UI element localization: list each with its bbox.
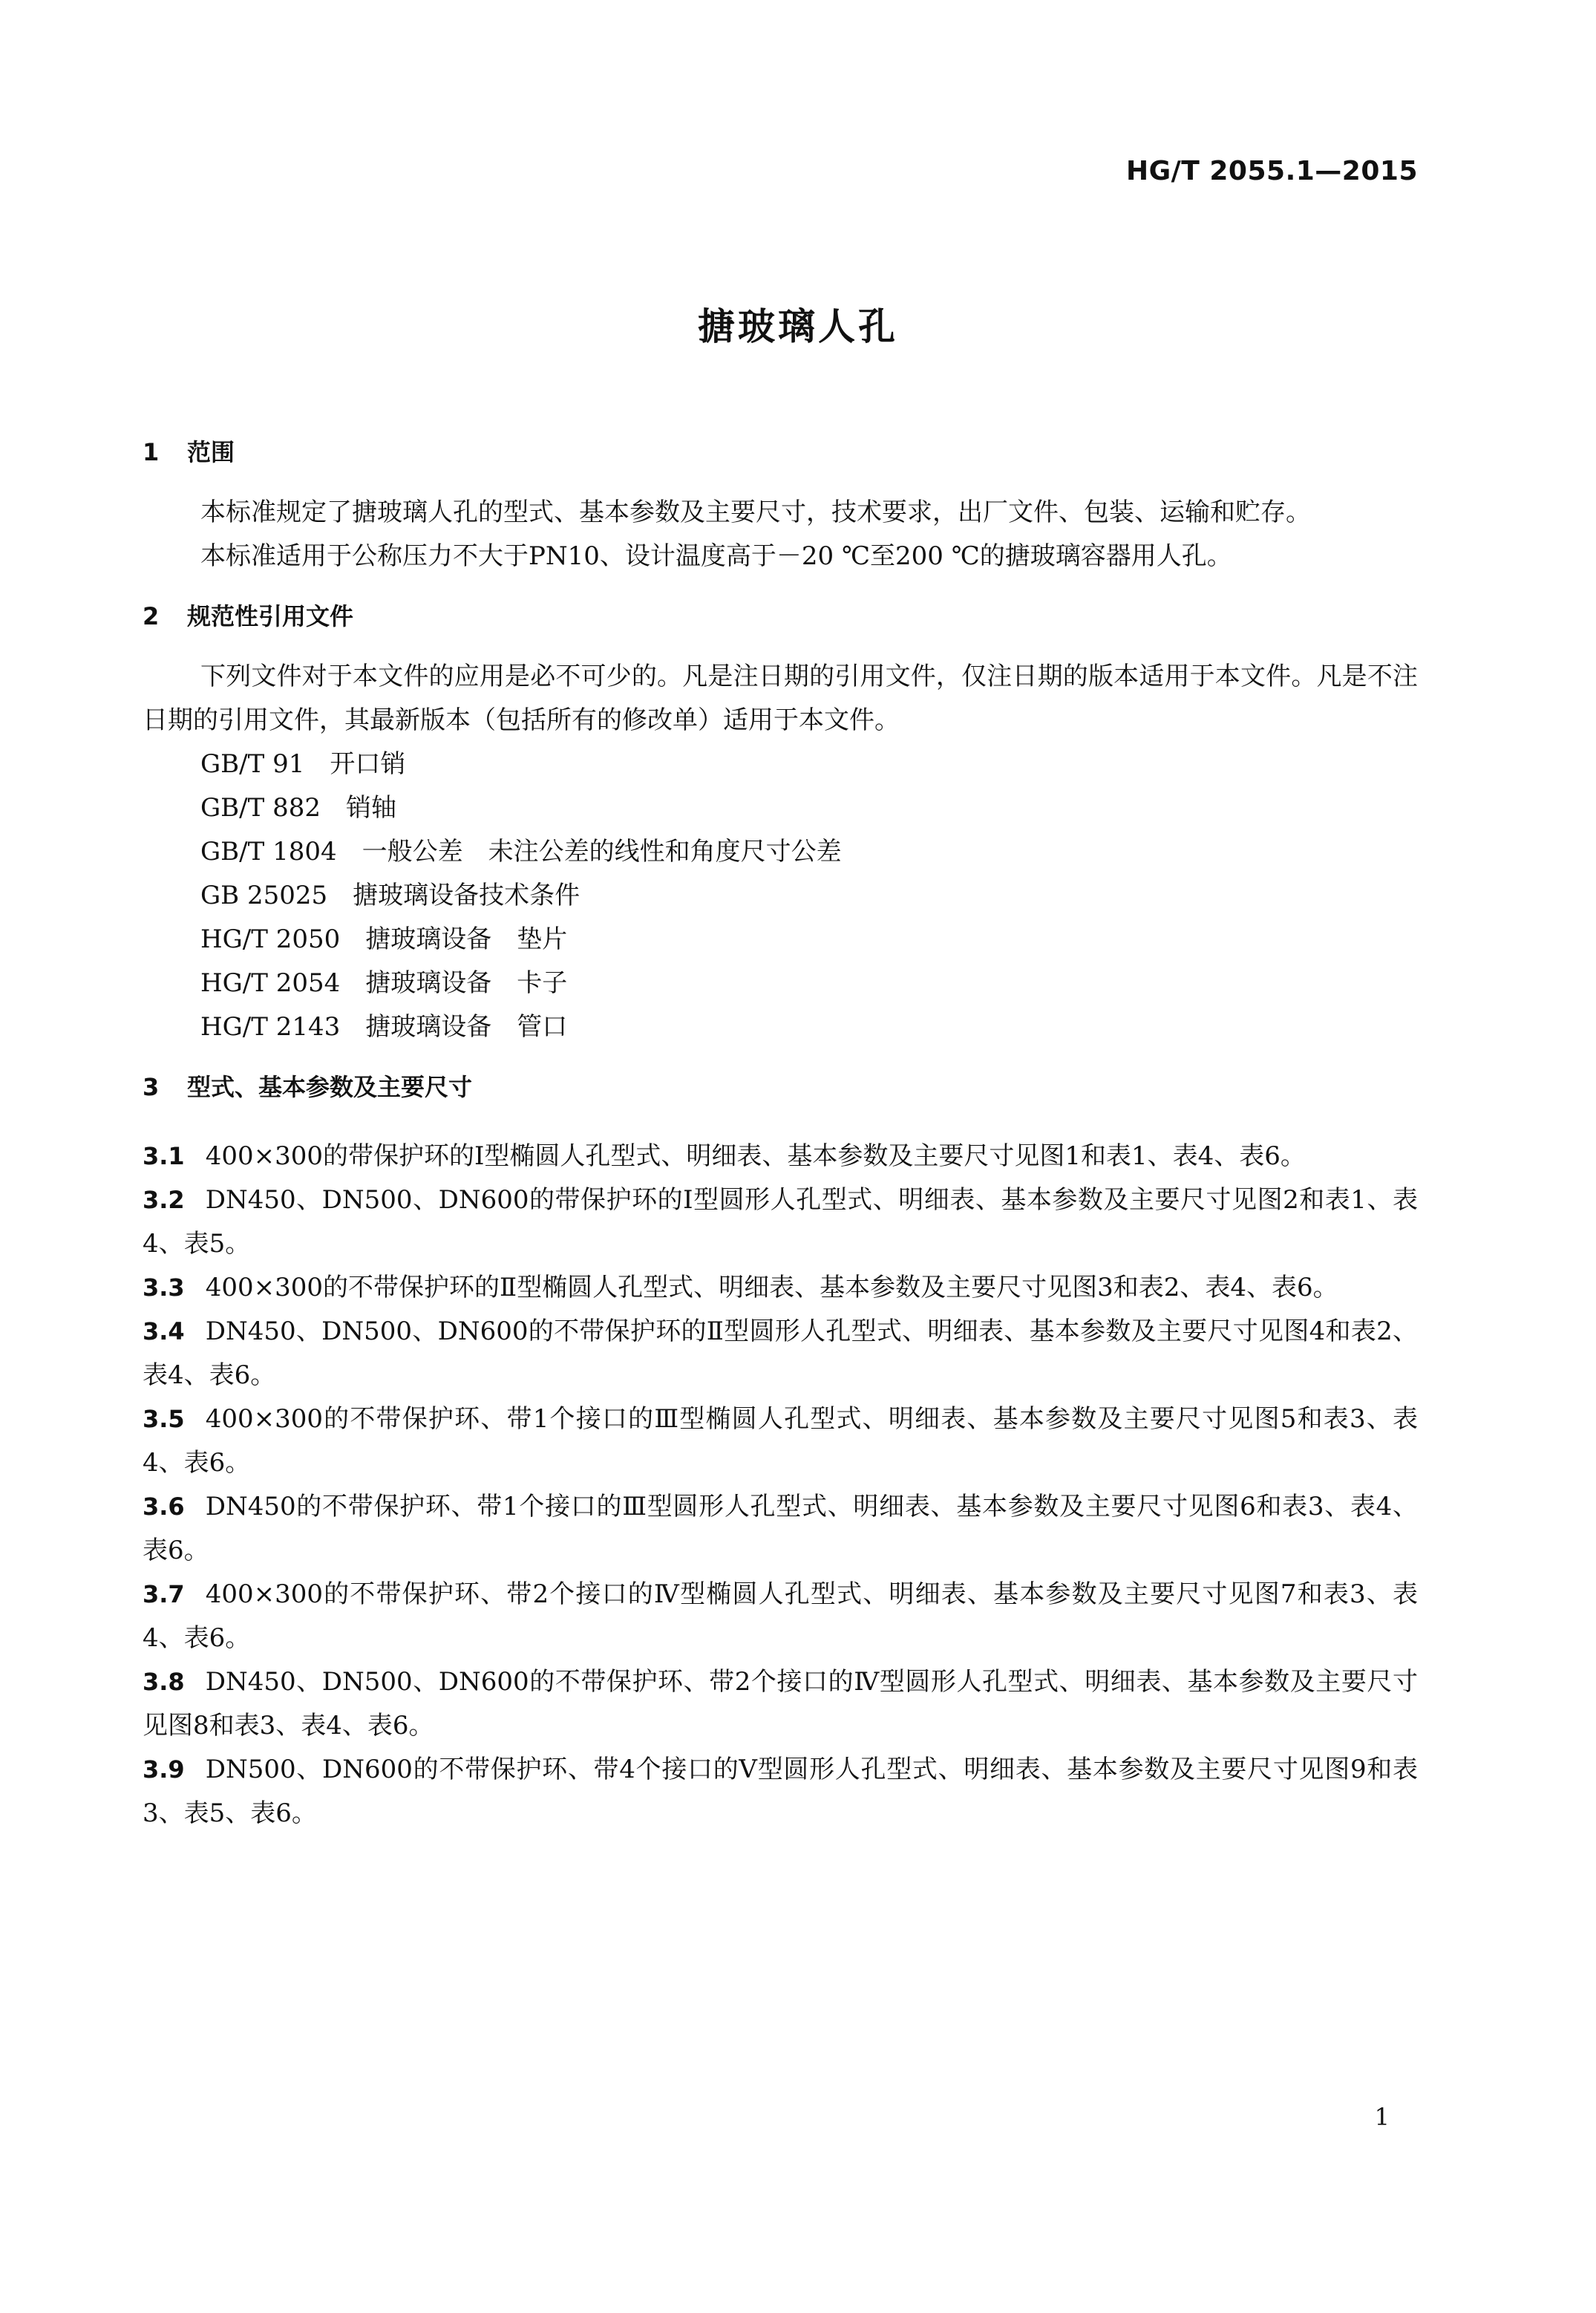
reference-title: 开口销 (330, 749, 406, 779)
clause (143, 1397, 1418, 1485)
document-body (143, 431, 1418, 1836)
clause (143, 1135, 1418, 1178)
standard-number: HG/T 2055.1—2015 (1125, 156, 1418, 186)
section-1-heading (143, 431, 1418, 474)
clause (143, 1660, 1418, 1748)
reference-code: HG/T 2050 (200, 924, 341, 954)
clause (143, 1178, 1418, 1266)
reference-item (143, 874, 1418, 918)
document-title: 搪玻璃人孔 (698, 305, 898, 348)
section-number: 1 (143, 438, 160, 466)
section-title: 型式、基本参数及主要尺寸 (187, 1073, 473, 1101)
reference-item (143, 1005, 1418, 1049)
reference-item (143, 962, 1418, 1005)
section-2-heading (143, 595, 1418, 639)
clause (143, 1310, 1418, 1397)
reference-item (143, 786, 1418, 830)
reference-title: 一般公差 未注公差的线性和角度尺寸公差 (362, 837, 842, 867)
reference-code: GB/T 1804 (200, 837, 337, 867)
clause-text: DN450的不带保护环、带1个接口的Ⅲ型圆形人孔型式、明细表、基本参数及主要尺寸见图6和表3、表4、表6。 (143, 1492, 1418, 1565)
clause-text: DN450、DN500、DN600的带保护环的Ⅰ型圆形人孔型式、明细表、基本参数及主要尺寸见图2和表1、表4、表5。 (143, 1185, 1418, 1259)
reference-code: HG/T 2143 (200, 1012, 341, 1042)
reference-code: GB/T 882 (200, 793, 321, 823)
clause-number: 3.8 (143, 1668, 185, 1696)
section-title: 规范性引用文件 (187, 602, 354, 630)
reference-item (143, 830, 1418, 874)
page-number: 1 (1374, 2103, 1390, 2131)
clause-number: 3.9 (143, 1755, 185, 1784)
reference-title: 销轴 (345, 793, 396, 823)
clause-number: 3.6 (143, 1492, 185, 1521)
clause-text: 400×300的不带保护环、带2个接口的Ⅳ型椭圆人孔型式、明细表、基本参数及主要尺寸见图7和表3、表4、表6。 (143, 1579, 1418, 1653)
section-title: 范围 (187, 438, 235, 466)
reference-item (143, 743, 1418, 786)
section-number: 2 (143, 602, 160, 630)
paragraph: 本标准规定了搪玻璃人孔的型式、基本参数及主要尺寸，技术要求，出厂文件、包装、运输和贮存。 (200, 497, 1311, 527)
clause (143, 1485, 1418, 1573)
clause-text: 400×300的不带保护环的Ⅱ型椭圆人孔型式、明细表、基本参数及主要尺寸见图3和表2、表4、表6。 (205, 1273, 1338, 1302)
section-number: 3 (143, 1073, 160, 1101)
clause (143, 1748, 1418, 1836)
clause-number: 3.1 (143, 1142, 185, 1170)
clause (143, 1266, 1418, 1310)
reference-title: 搪玻璃设备 管口 (365, 1012, 568, 1042)
reference-code: GB 25025 (200, 881, 328, 910)
clause-number: 3.7 (143, 1580, 185, 1608)
section-3-heading (143, 1066, 1418, 1109)
clause-number: 3.3 (143, 1273, 185, 1302)
clause-number: 3.4 (143, 1317, 185, 1345)
clause-text: 400×300的不带保护环、带1个接口的Ⅲ型椭圆人孔型式、明细表、基本参数及主要尺寸见图5和表3、表4、表6。 (143, 1404, 1418, 1478)
clause (143, 1573, 1418, 1660)
clause-number: 3.2 (143, 1186, 185, 1214)
reference-title: 搪玻璃设备技术条件 (353, 881, 580, 910)
paragraph: 本标准适用于公称压力不大于PN10、设计温度高于－20 ℃至200 ℃的搪玻璃容器用人孔。 (200, 541, 1232, 571)
reference-code: HG/T 2054 (200, 968, 341, 998)
clause-text: 400×300的带保护环的Ⅰ型椭圆人孔型式、明细表、基本参数及主要尺寸见图1和表1、表4、表6。 (205, 1141, 1306, 1171)
clause-text: DN450、DN500、DN600的不带保护环、带2个接口的Ⅳ型圆形人孔型式、明细表、基本参数及主要尺寸见图8和表3、表4、表6。 (143, 1667, 1418, 1741)
reference-code: GB/T 91 (200, 749, 305, 779)
reference-title: 搪玻璃设备 卡子 (365, 968, 568, 998)
clause-number: 3.5 (143, 1405, 185, 1433)
reference-item (143, 918, 1418, 962)
reference-title: 搪玻璃设备 垫片 (365, 924, 568, 954)
clause-text: DN450、DN500、DN600的不带保护环的Ⅱ型圆形人孔型式、明细表、基本参数及主要尺寸见图4和表2、表4、表6。 (143, 1317, 1418, 1390)
paragraph: 下列文件对于本文件的应用是必不可少的。凡是注日期的引用文件，仅注日期的版本适用于本文件。凡是不注日期的引用文件，其最新版本（包括所有的修改单）适用于本文件。 (143, 662, 1418, 735)
clause-text: DN500、DN600的不带保护环、带4个接口的Ⅴ型圆形人孔型式、明细表、基本参数及主要尺寸见图9和表3、表5、表6。 (143, 1755, 1418, 1828)
